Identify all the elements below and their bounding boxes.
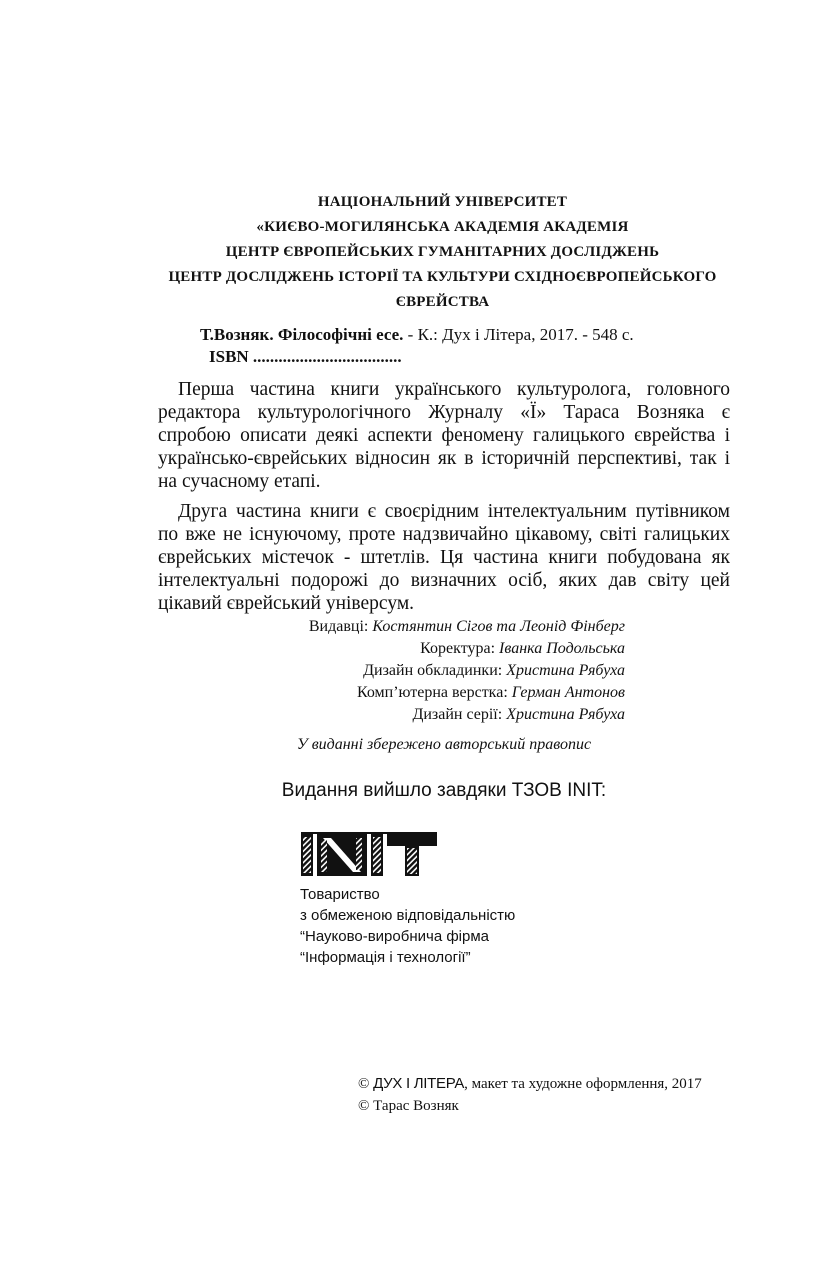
credit-separator: : xyxy=(497,662,507,679)
publisher-name: ДУХ І ЛІТЕРА xyxy=(373,1075,465,1092)
credits-block xyxy=(180,616,625,726)
credit-line xyxy=(180,682,625,704)
copyright-author: © Тарас Возняк xyxy=(358,1098,459,1114)
credit-label: Комп’ютерна верстка xyxy=(356,684,504,701)
orthography-note: У виданні збережено авторський правопис xyxy=(296,736,592,753)
credit-value: Герман Антонов xyxy=(511,684,625,701)
institution-line: НАЦІОНАЛЬНИЙ УНІВЕРСИТЕТ xyxy=(317,194,568,210)
credit-label: Видавці xyxy=(308,618,364,635)
credit-value: Іванка Подольська xyxy=(499,640,625,657)
credit-separator: : xyxy=(490,640,500,657)
institution-line: «КИЄВО-МОГИЛЯНСЬКА АКАДЕМІЯ АКАДЕМІЯ xyxy=(256,219,629,235)
institutions-block xyxy=(150,190,735,315)
institution-line: ЦЕНТР ЄВРОПЕЙСЬКИХ ГУМАНІТАРНИХ ДОСЛІДЖЕНЬ xyxy=(225,244,660,260)
credit-label: Дизайн обкладинки xyxy=(363,662,498,679)
credit-line xyxy=(180,704,625,726)
abstract-paragraph: Перша частина книги українського культуролога, головного редактора культурологічного Журналу «Ї» Тараса Возняка є спробою описати деякі аспекти феномену галицького єврейства і українсько-єврейських відносин як в історичній перспективі, так і на сучасному етапі. xyxy=(158,379,730,492)
credit-value: Христина Рябуха xyxy=(506,706,625,723)
company-line: з обмеженою відповідальністю xyxy=(300,907,516,924)
abstract xyxy=(158,378,730,622)
author-title: Т.Возняк. Філософічні есе. xyxy=(200,325,404,344)
init-logo xyxy=(301,832,437,878)
abstract-paragraph: Друга частина книги є своєрідним інтелектуальним путівником по вже не існуючому, проте надзвичайно цікавому, світі галицьких єврейських містечок - штетлів. Ця частина книги побудована як інтелектуальні подорожі до визначних осіб, яких дав світу цей цікавий єврейський універсум. xyxy=(158,501,730,614)
credit-value: Христина Рябуха xyxy=(506,662,625,679)
credit-line xyxy=(180,638,625,660)
credit-separator: : xyxy=(503,684,512,701)
isbn: ISBN ................................... xyxy=(209,347,402,366)
sponsor-line: Видання вийшло завдяки ТЗОВ INIT: xyxy=(281,780,607,801)
credit-separator: : xyxy=(497,706,507,723)
credit-line xyxy=(180,616,625,638)
copyright-symbol: © xyxy=(358,1076,374,1092)
company-line: Товариство xyxy=(300,886,380,903)
credit-line xyxy=(180,660,625,682)
credit-separator: : xyxy=(363,618,373,635)
credit-label: Дизайн серії xyxy=(412,706,498,723)
copyright-rest: , макет та художне оформлення, 2017 xyxy=(464,1076,702,1092)
company-line: “Науково-виробнича фірма xyxy=(300,928,489,945)
credit-value: Костянтин Сігов та Леонід Фінберг xyxy=(372,618,625,635)
institution-line: ЄВРЕЙСТВА xyxy=(395,294,490,310)
company-name xyxy=(300,884,515,968)
institution-line: ЦЕНТР ДОСЛІДЖЕНЬ ІСТОРІЇ ТА КУЛЬТУРИ СХІДНОЄВРОПЕЙСЬКОГО xyxy=(168,269,717,285)
bibliographic-record xyxy=(200,324,700,368)
copyright-line xyxy=(358,1073,702,1095)
copyright-block xyxy=(358,1073,702,1117)
imprint: - К.: Дух і Літера, 2017. - 548 с. xyxy=(403,325,634,344)
credit-label: Коректура xyxy=(420,640,491,657)
company-line: “Інформація і технології” xyxy=(300,949,471,966)
